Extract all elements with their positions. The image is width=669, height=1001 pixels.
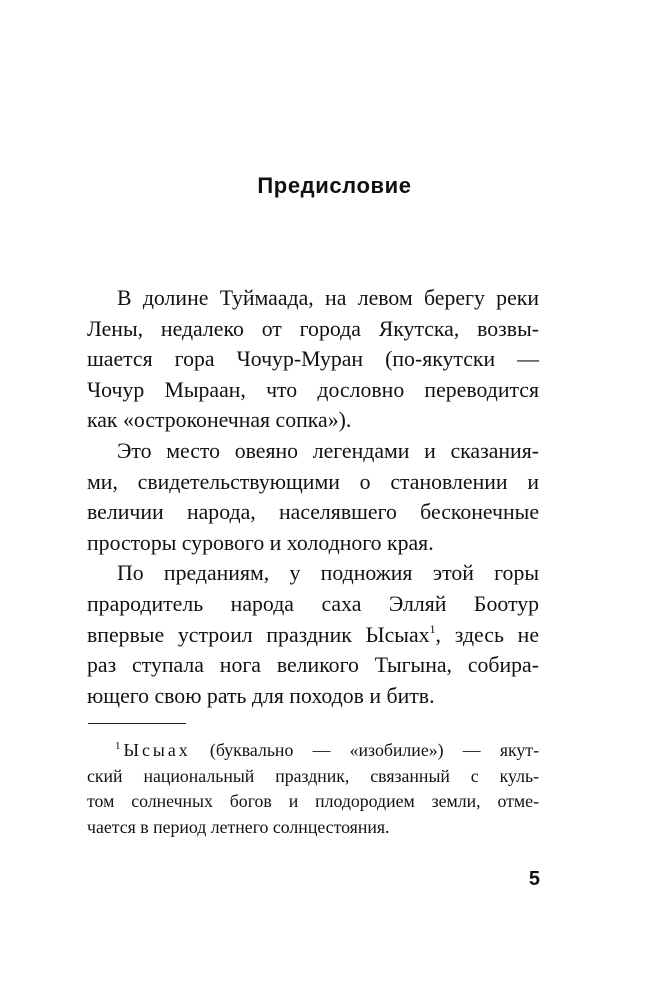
- paragraph-3-line-1: По преданиям, у подножия этой горы: [117, 561, 539, 586]
- paragraph-3-line-2: прародитель народа саха Элляй Боотур: [87, 591, 539, 616]
- footnote-line-1-rest: (буквально — «изобилие») — якут-: [190, 740, 539, 760]
- paragraph-3-line-3-text: впервые устроил праздник Ысыах: [87, 622, 430, 647]
- footnote-line-3: том солнечных богов и плодородием земли, отме-: [87, 791, 539, 812]
- footnote-term: Ысыах: [123, 740, 191, 760]
- footnote-divider: [88, 723, 186, 724]
- paragraph-3-line-3-tail: , здесь не: [435, 622, 540, 647]
- footnote-reference[interactable]: 1: [429, 621, 436, 636]
- paragraph-3-line-4: раз ступала нога великого Тыгына, собира-: [87, 653, 539, 678]
- main-text: [87, 283, 539, 711]
- paragraph-3-line-3: [87, 620, 539, 651]
- footnote-line-2: ский национальный праздник, связанный с куль-: [87, 765, 539, 786]
- footnote: [87, 738, 539, 840]
- paragraph-2-line-4: просторы сурового и холодного края.: [87, 530, 434, 555]
- paragraph-1-line-2: Лены, недалеко от города Якутска, возвы-: [87, 316, 539, 341]
- paragraph-1-line-5: как «остроконечная сопка»).: [87, 408, 352, 433]
- paragraph-2-line-2: ми, свидетельствующими о становлении и: [87, 469, 539, 494]
- footnote-marker: 1: [115, 740, 121, 752]
- footnote-line-1: [87, 738, 539, 764]
- paragraph-2-line-3: величии народа, населявшего бесконечные: [87, 500, 539, 525]
- page-title: Предисловие: [257, 173, 412, 198]
- paragraph-2-line-1: Это место овеяно легендами и сказания-: [117, 438, 539, 463]
- paragraph-3-line-5: ющего свою рать для походов и битв.: [87, 683, 435, 708]
- paragraph-1-line-4: Чочур Мыраан, что дословно переводится: [87, 377, 539, 402]
- page-number: 5: [528, 868, 540, 890]
- paragraph-1-line-1: В долине Туймаада, на левом берегу реки: [117, 286, 539, 310]
- footnote-line-4: чается в период летнего солнцестояния.: [87, 816, 390, 837]
- paragraph-1-line-3: шается гора Чочур-Муран (по-якутски —: [87, 347, 539, 372]
